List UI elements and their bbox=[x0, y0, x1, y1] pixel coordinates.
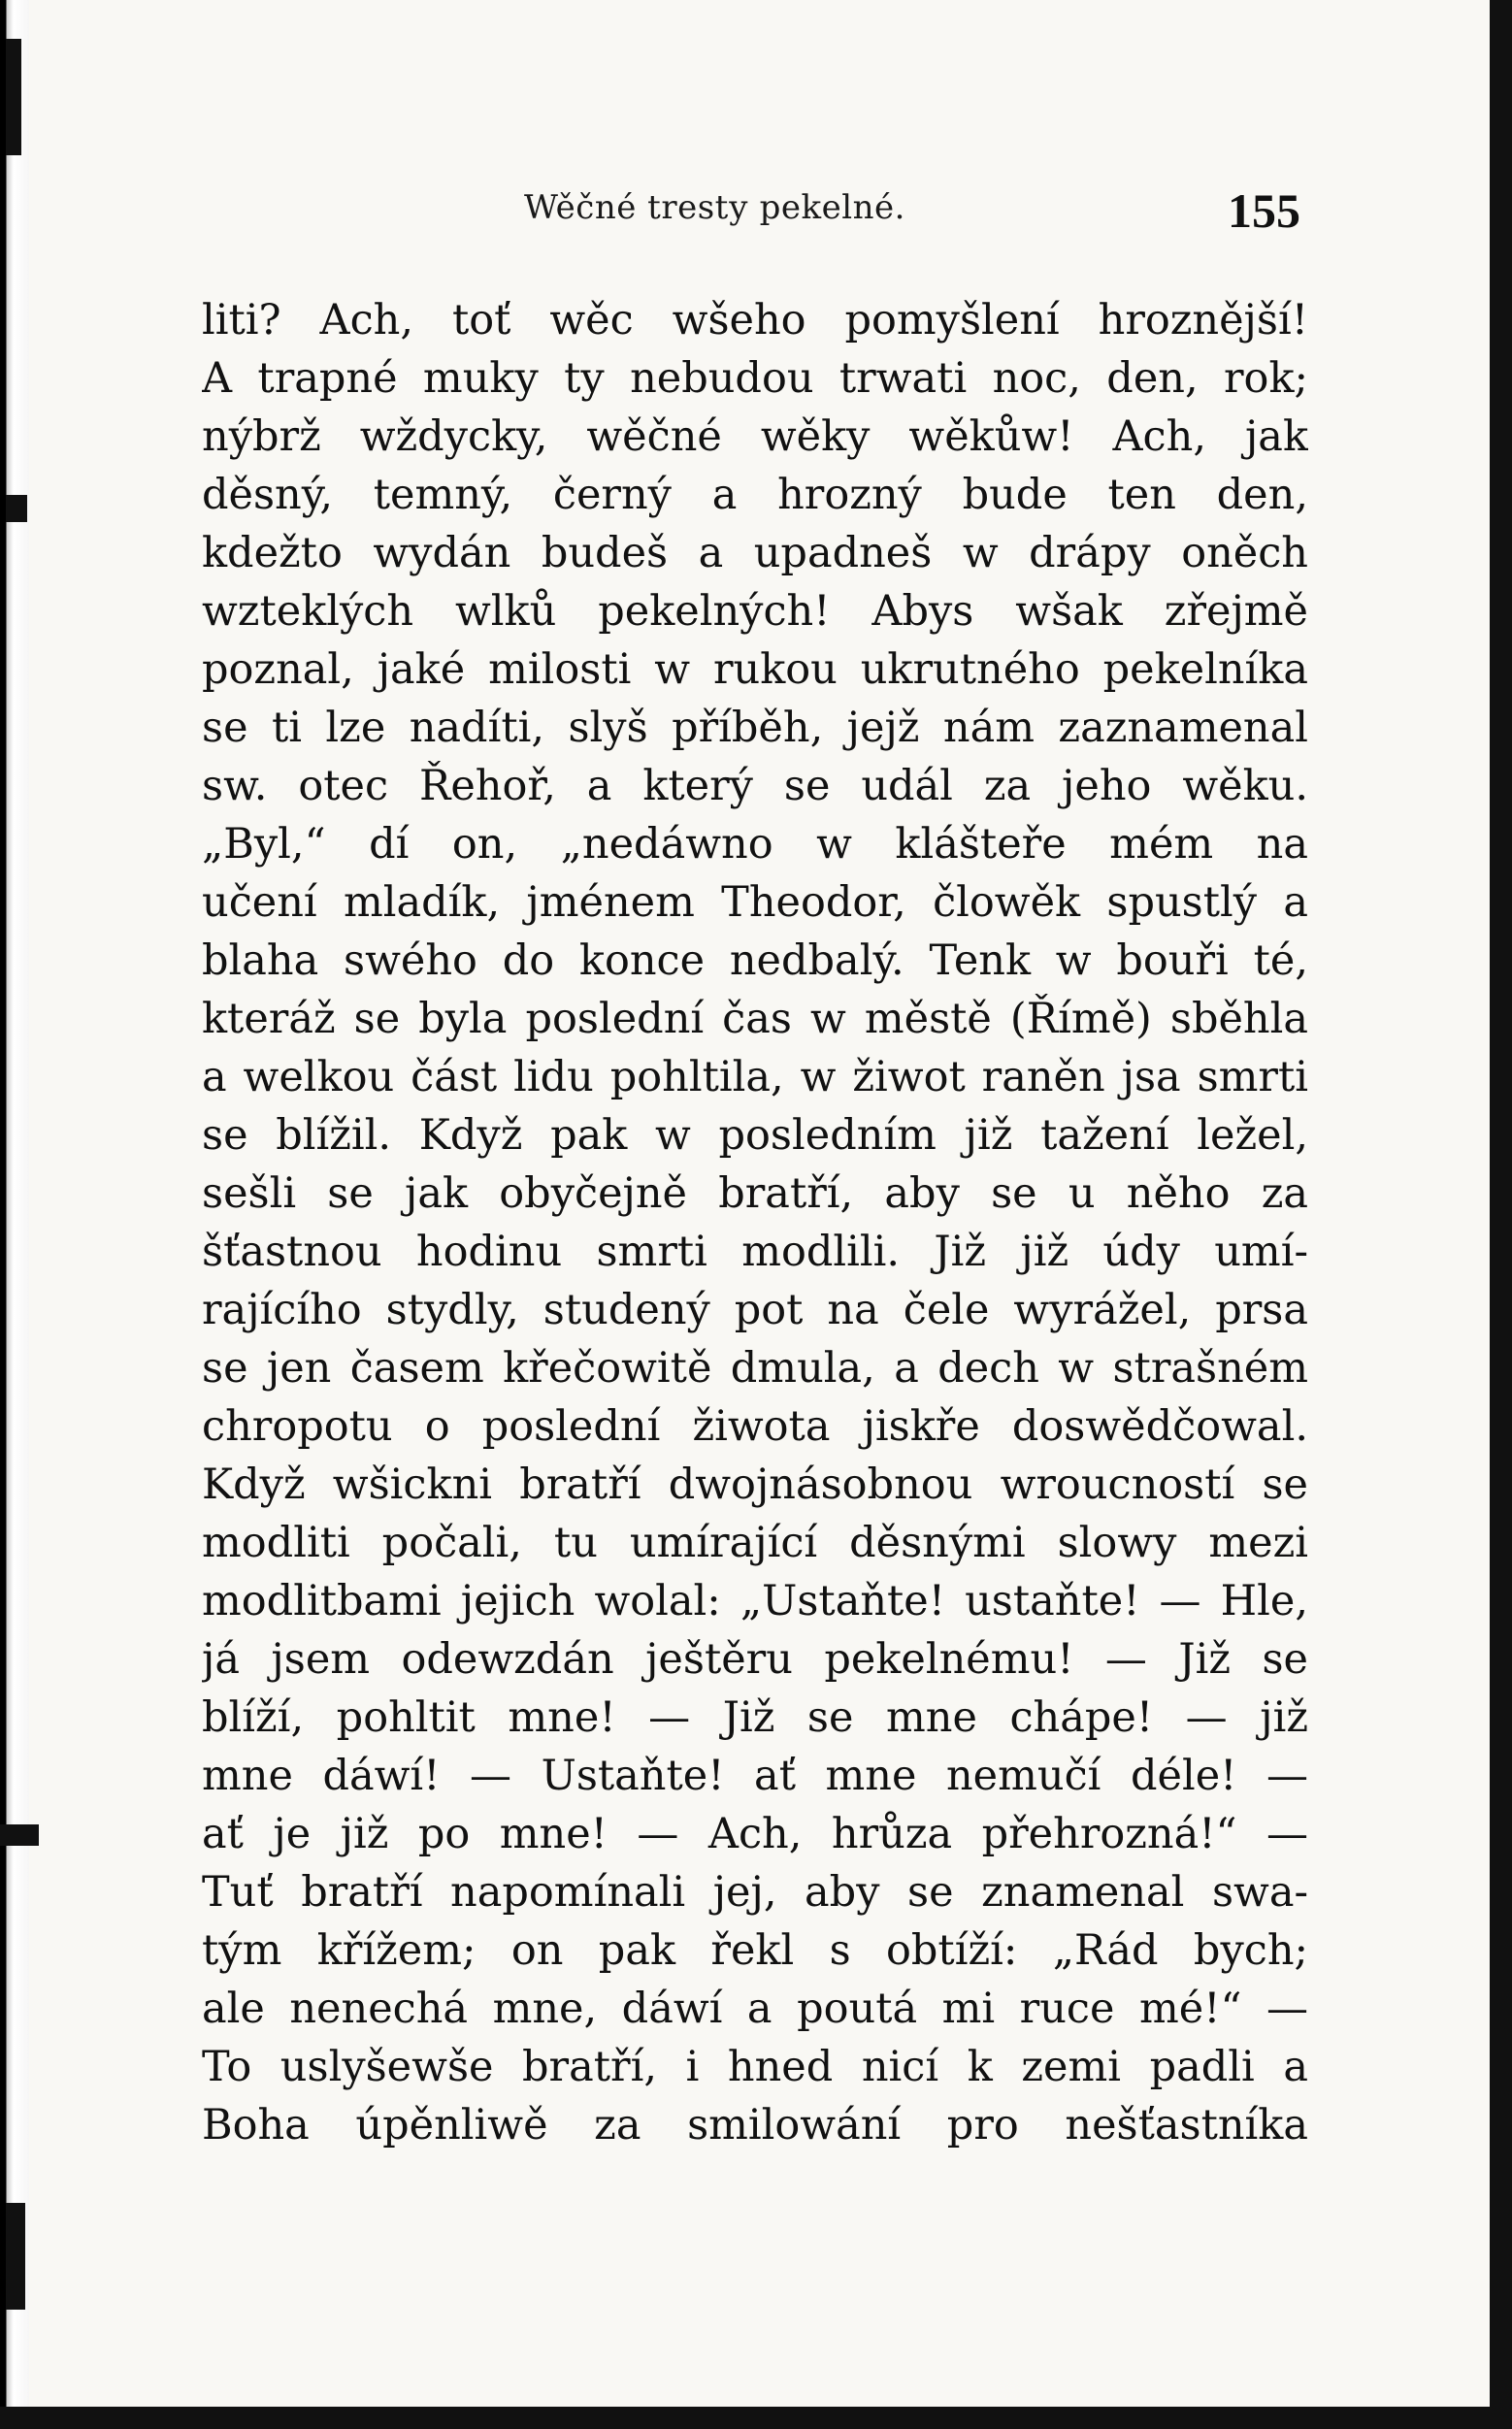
text-line: To uslyšewše bratří, i hned nicí k zemi padli a bbox=[202, 2043, 1308, 2091]
edge-mark bbox=[6, 495, 27, 522]
text-line: tým křížem; on pak řekl s obtíží: „Rád bych; bbox=[202, 1926, 1308, 1975]
text-line: se jen časem křečowitě dmula, a dech w strašném bbox=[202, 1344, 1308, 1393]
text-line: a welkou část lidu pohltila, w žiwot raněn jsa smrti bbox=[202, 1053, 1308, 1101]
text-line: šťastnou hodinu smrti modlili. Již již údy umí- bbox=[202, 1228, 1308, 1276]
text-line: ať je již po mne! — Ach, hrůza přehrozná!“ — bbox=[202, 1810, 1308, 1858]
text-line: modliti počali, tu umírající děsnými slowy mezi bbox=[202, 1519, 1308, 1567]
text-line: modlitbami jejich wolal: „Ustaňte! ustaňte! — Hle, bbox=[202, 1577, 1308, 1625]
right-scan-edge bbox=[1490, 0, 1512, 2429]
binding-edge bbox=[0, 0, 29, 2429]
text-line: se ti lze nadíti, slyš příběh, jejž nám zaznamenal bbox=[202, 704, 1308, 752]
text-line: se blížil. Když pak w posledním již tažení ležel, bbox=[202, 1111, 1308, 1160]
text-line: učení mladík, jménem Theodor, člowěk spustlý a bbox=[202, 878, 1308, 927]
edge-mark bbox=[0, 1824, 39, 1846]
bottom-scan-edge bbox=[0, 2407, 1512, 2429]
text-line: kdežto wydán budeš a upadneš w drápy oněch bbox=[202, 529, 1308, 577]
text-line: chropotu o poslední žiwota jiskře doswědčowal. bbox=[202, 1402, 1308, 1451]
text-line: ale nenechá mne, dáwí a poutá mi ruce mé!“ — bbox=[202, 1985, 1308, 2033]
text-line: sešli se jak obyčejně bratří, aby se u něho za bbox=[202, 1169, 1308, 1218]
text-line: blaha swého do konce nedbalý. Tenk w bouři té, bbox=[202, 936, 1308, 985]
text-line: blíží, pohltit mne! — Již se mne chápe! — již bbox=[202, 1693, 1308, 1742]
text-line: Tuť bratří napomínali jej, aby se znamenal swa- bbox=[202, 1868, 1308, 1917]
text-line: děsný, temný, černý a hrozný bude ten den, bbox=[202, 471, 1308, 519]
text-line: rajícího stydly, studený pot na čele wyrážel, prsa bbox=[202, 1286, 1308, 1334]
text-line: kteráž se byla poslední čas w městě (Římě) sběhla bbox=[202, 995, 1308, 1043]
running-head: Wěčné trestу pekelné. bbox=[524, 188, 905, 227]
text-line: A trapné muky ty nebudou trwati noc, den, rok; bbox=[202, 354, 1308, 403]
page-number: 155 bbox=[1228, 183, 1300, 238]
text-line: „Byl,“ dí on, „nedáwno w klášteře mém na bbox=[202, 820, 1308, 869]
text-line: Boha úpěnliwě za smilowání pro nešťastníka bbox=[202, 2101, 1308, 2150]
text-line: mne dáwí! — Ustaňte! ať mne nemučí déle! — bbox=[202, 1752, 1308, 1800]
text-line: sw. otec Řehoř, a který se udál za jeho wěku. bbox=[202, 762, 1308, 810]
text-line: já jsem odewzdán ještěru pekelnému! — Již se bbox=[202, 1635, 1308, 1684]
page-header bbox=[524, 182, 1300, 241]
body-text bbox=[202, 291, 1308, 2154]
text-line: wzteklých wlků pekelných! Abys wšak zřejmě bbox=[202, 587, 1308, 636]
text-line: Když wšickni bratří dwojnásobnou wroucností se bbox=[202, 1461, 1308, 1509]
edge-mark bbox=[6, 2203, 25, 2310]
edge-mark bbox=[6, 39, 21, 155]
text-line: nýbrž wždycky, wěčné wěky wěkůw! Ach, jak bbox=[202, 412, 1308, 461]
text-line: poznal, jaké milosti w rukou ukrutného pekelníka bbox=[202, 645, 1308, 694]
text-line: liti? Ach, toť wěc wšeho pomyšlení hroznější! bbox=[202, 296, 1308, 345]
